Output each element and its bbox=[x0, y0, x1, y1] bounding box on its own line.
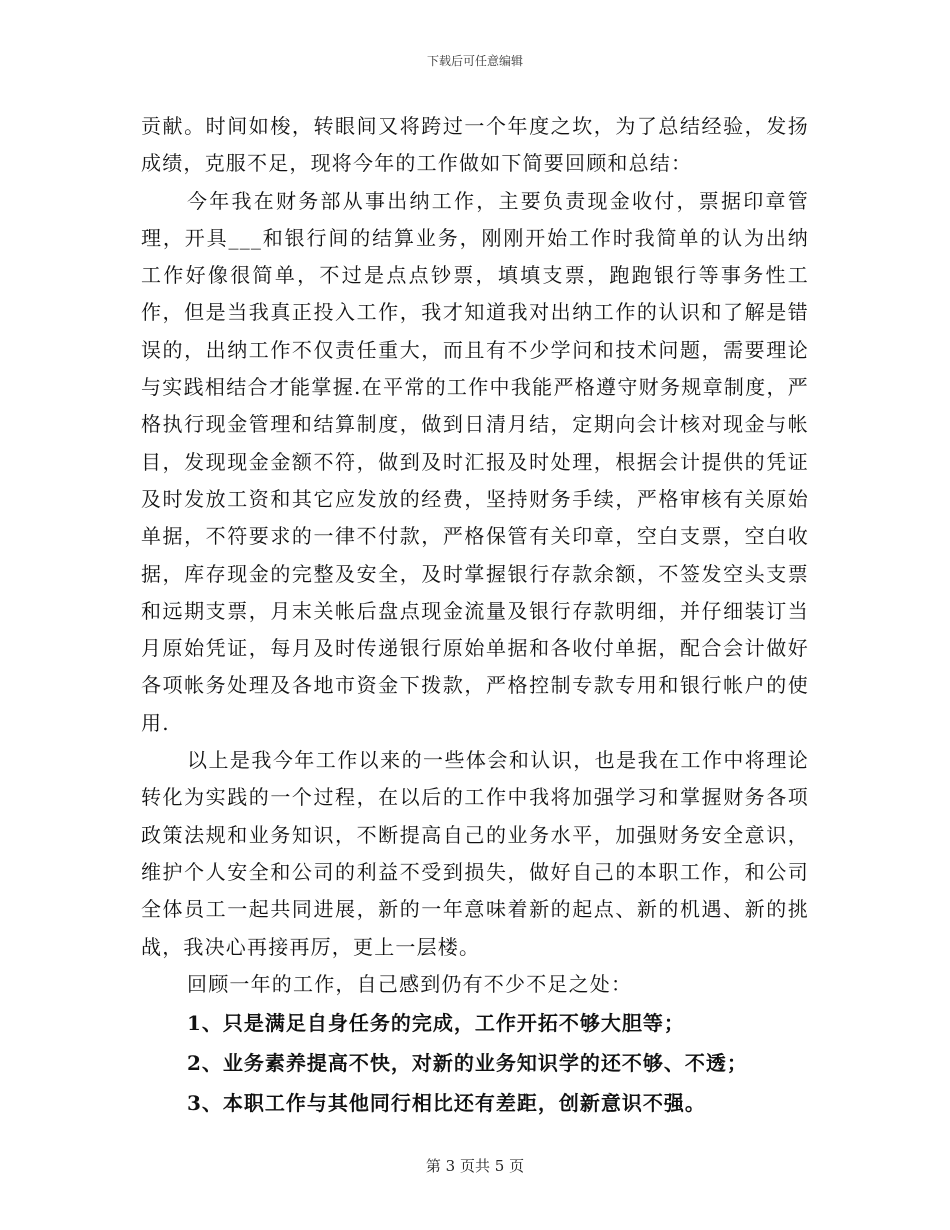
page-header: 下载后可任意编辑 bbox=[426, 54, 523, 68]
page-number: 第 3 页共 5 页 bbox=[425, 1157, 525, 1175]
shortcoming-item-2: 2、业务素养提高不快，对新的业务知识学的还不够、不透； bbox=[187, 1051, 748, 1076]
paragraph-cashier-duties: 今年我在财务部从事出纳工作，主要负责现金收付，票据印章管理，开具___和银行间的结算业务，刚刚开始工作时我简单的认为出纳工作好像很简单，不过是点点钞票，填填支票，跑跑银行等事务性工作，但是当我真正投入工作，我才知道我对出纳工作的认识和了解是错误的，出纳工作不仅责任重大，而且有不少学问和技术问题，需要理论与实践相结合才能掌握.在平常的工作中我能严格遵守财务规章制度，严格执行现金管理和结算制度，做到日清月结，定期向会计核对现金与帐目，发现现金金额不符，做到及时汇报及时处理，根据会计提供的凭证及时发放工资和其它应发放的经费，坚持财务手续，严格审核有关原始单据，不符要求的一律不付款，严格保管有关印章，空白支票，空白收据，库存现金的完整及安全，及时掌握银行存款余额，不签发空头支票和远期支票，月末关帐后盘点现金流量及银行存款明细，并仔细装订当月原始凭证，每月及时传递银行原始单据和各收付单据，配合会计做好各项帐务处理及各地市资金下拨款，严格控制专款专用和银行帐户的使用. bbox=[141, 188, 809, 735]
paragraph-shortcomings-intro: 回顾一年的工作，自己感到仍有不少不足之处： bbox=[187, 971, 633, 996]
paragraph-continuation: 贡献。时间如梭，转眼间又将跨过一个年度之坎，为了总结经验，发扬成绩，克服不足，现将今年的工作做如下简要回顾和总结： bbox=[141, 114, 809, 176]
shortcoming-item-3: 3、本职工作与其他同行相比还有差距，创新意识不强。 bbox=[187, 1091, 706, 1116]
shortcoming-item-1: 1、只是满足自身任务的完成，工作开拓不够大胆等； bbox=[187, 1011, 685, 1036]
document-body bbox=[141, 108, 809, 1123]
paragraph-reflection: 以上是我今年工作以来的一些体会和认识，也是我在工作中将理论转化为实践的一个过程，在以后的工作中我将加强学习和掌握财务各项政策法规和业务知识，不断提高自己的业务水平，加强财务安全意识，维护个人安全和公司的利益不受到损失，做好自己的本职工作，和公司全体员工一起共同进展，新的一年意味着新的起点、新的机遇、新的挑战，我决心再接再厉，更上一层楼。 bbox=[141, 748, 809, 959]
